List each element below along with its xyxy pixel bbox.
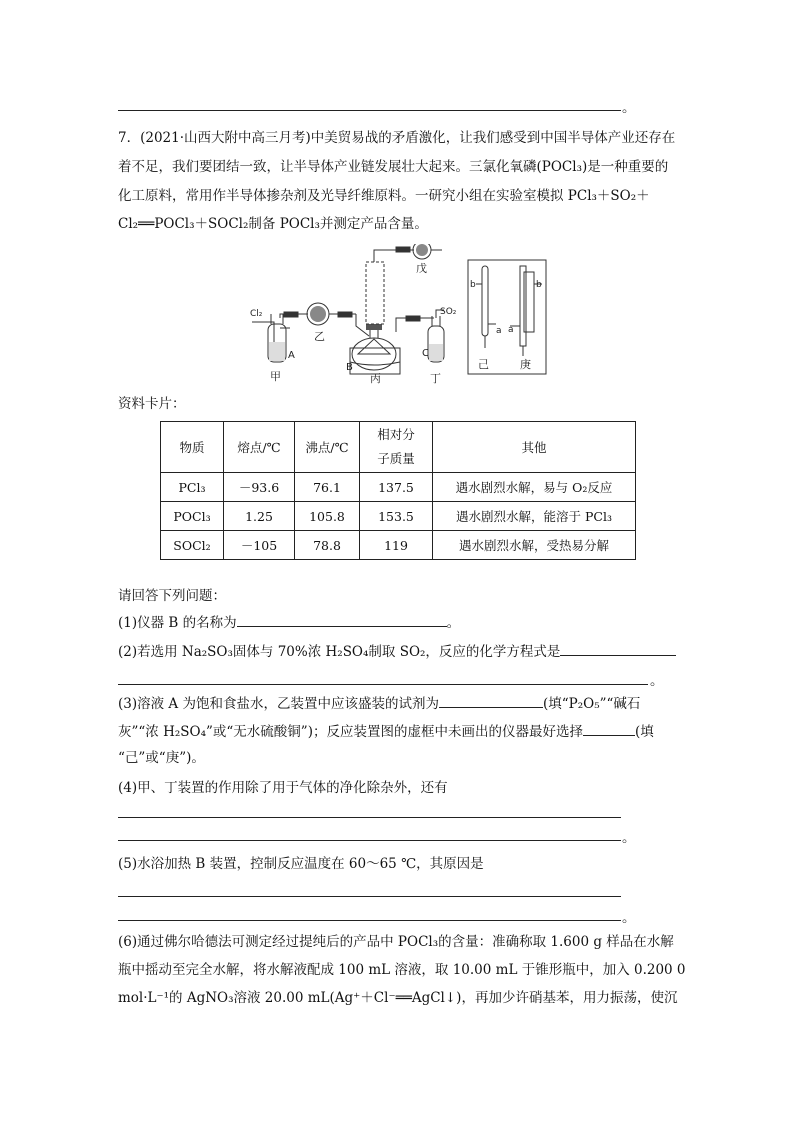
- label-cl2: Cl₂: [250, 309, 263, 319]
- label-geng-b: b: [536, 280, 542, 290]
- answer-line-5a[interactable]: [118, 896, 621, 897]
- question-4-end: 。: [622, 830, 636, 846]
- table-row: PCl₃ －93.6 76.1 137.5 遇水剧烈水解，易与 O₂反应: [161, 473, 636, 502]
- label-b: B: [346, 362, 353, 373]
- label-ji-a: a: [496, 326, 502, 336]
- question-1: (1)仪器 B 的名称为 。: [118, 612, 460, 633]
- answer-line-5b[interactable]: [118, 920, 621, 921]
- label-yi: 乙: [314, 330, 325, 343]
- label-bing: 丙: [370, 372, 381, 385]
- th-other: 其他: [433, 422, 636, 473]
- answer-line-4b[interactable]: [118, 840, 621, 841]
- question-3-line3: “己”或“庚”)。: [118, 750, 205, 766]
- data-table: [160, 421, 636, 560]
- question-5: (5)水浴加热 B 装置，控制反应温度在 60～65 ℃，其原因是: [118, 856, 484, 872]
- question-6-line1: (6)通过佛尔哈德法可测定经过提纯后的产品中 POCl₃的含量：准确称取 1.600 g 样品在水解: [118, 934, 674, 950]
- label-geng: 庚: [520, 358, 531, 371]
- q7-line2: 着不足，我们要团结一致，让半导体产业链发展壮大起来。三氯化氧磷(POCl₃)是一种重要的: [118, 159, 669, 175]
- questions-intro: 请回答下列问题：: [118, 588, 226, 604]
- label-ding: 丁: [430, 372, 441, 385]
- data-card-title: 资料卡片：: [118, 396, 186, 412]
- q7-line4: Cl₂══POCl₃＋SOCl₂制备 POCl₃并测定产品含量。: [118, 216, 428, 232]
- label-c: C: [422, 348, 429, 359]
- q7-line3: 化工原料，常用作半导体掺杂剂及光导纤维原料。一研究小组在实验室模拟 PCl₃＋SO₂＋: [118, 188, 650, 204]
- answer-blank-1[interactable]: [237, 612, 447, 627]
- question-4: (4)甲、丁装置的作用除了用于气体的净化除杂外，还有: [118, 780, 448, 796]
- question-3-line1: (3)溶液 A 为饱和食盐水，乙装置中应该盛装的试剂为 (填“P₂O₅”“碱石: [118, 693, 640, 714]
- question-6-line3: mol·L⁻¹的 AgNO₃溶液 20.00 mL(Ag⁺＋Cl⁻══AgCl↓)，再加少许硝基苯，用力振荡，使沉: [118, 990, 678, 1006]
- label-wu: 戊: [416, 262, 427, 275]
- answer-blank-3a[interactable]: [439, 693, 543, 708]
- th-boiling: 沸点/℃: [295, 422, 360, 473]
- th-melting: 熔点/℃: [224, 422, 295, 473]
- question-5-end: 。: [622, 910, 636, 926]
- label-ji: 己: [478, 358, 489, 371]
- table-row: POCl₃ 1.25 105.8 153.5 遇水剧烈水解，能溶于 PCl₃: [161, 502, 636, 531]
- label-ji-b: b: [470, 280, 476, 290]
- question-3-line2: 灰”“浓 H₂SO₄”或“无水硫酸铜”)；反应装置图的虚框中未画出的仪器最好选择 (填: [118, 721, 654, 742]
- answer-line-top: [118, 110, 621, 111]
- label-a: A: [288, 350, 295, 361]
- apparatus-figure: [246, 244, 558, 386]
- answer-line-top-end: 。: [622, 100, 636, 116]
- label-so2: SO₂: [440, 307, 457, 317]
- question-6-line2: 瓶中摇动至完全水解，将水解液配成 100 mL 溶液，取 10.00 mL 于锥形瓶中，加入 0.200 0: [118, 962, 686, 978]
- question-2-end: 。: [650, 673, 664, 689]
- answer-line-4a[interactable]: [118, 817, 621, 818]
- label-jia: 甲: [270, 370, 281, 383]
- label-geng-a: a: [508, 325, 514, 335]
- answer-blank-2a[interactable]: [560, 641, 676, 656]
- th-molar-mass: 相对分 子质量: [360, 422, 433, 473]
- answer-blank-3b[interactable]: [583, 721, 635, 736]
- th-substance: 物质: [161, 422, 224, 473]
- q7-line1: 7．(2021·山西大附中高三月考)中美贸易战的矛盾激化，让我们感受到中国半导体产业还存在: [118, 130, 676, 146]
- question-2: (2)若选用 Na₂SO₃固体与 70%浓 H₂SO₄制取 SO₂，反应的化学方程式是: [118, 641, 676, 662]
- answer-blank-2b[interactable]: [118, 684, 648, 685]
- table-row: SOCl₂ －105 78.8 119 遇水剧烈水解，受热易分解: [161, 531, 636, 560]
